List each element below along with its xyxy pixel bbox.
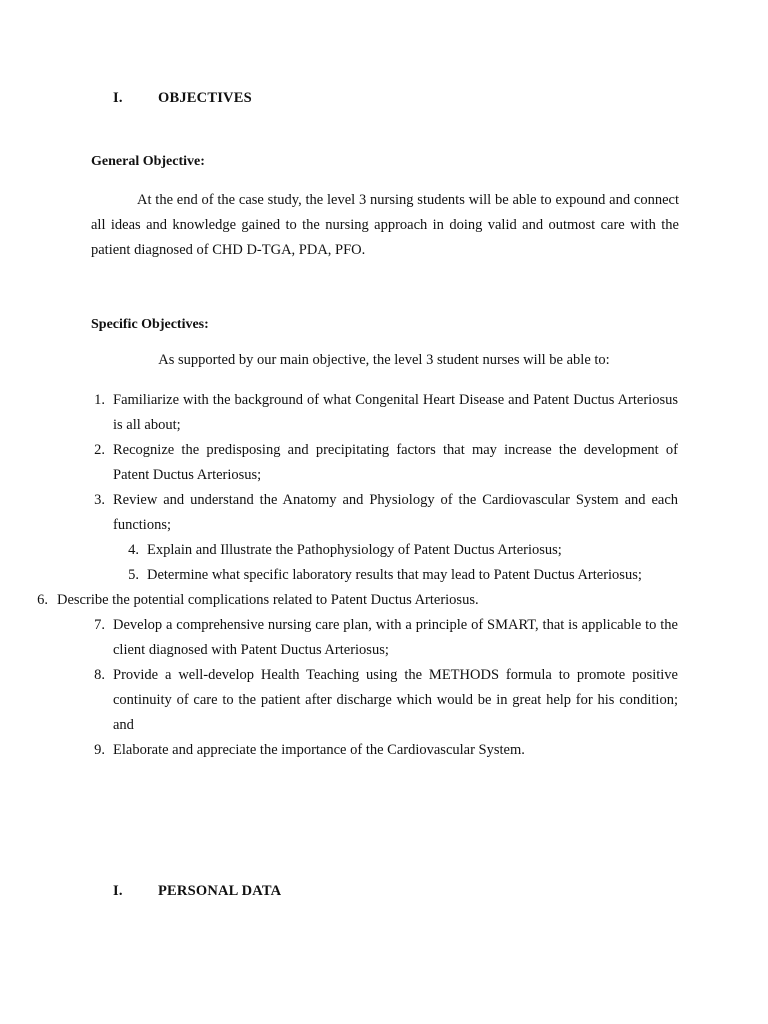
objectives-heading (113, 90, 413, 110)
list-item-text: Review and understand the Anatomy and Physiology of the Cardiovascular System and each functions; (113, 492, 678, 533)
specific-objectives-heading: Specific Objectives: (91, 317, 209, 332)
list-item-number: 4. (128, 542, 139, 558)
general-objective-paragraph: At the end of the case study, the level 3 nursing students will be able to expound and connect all ideas and knowledge gained to the nursing approach in doing valid and outmost care with the patient diagnosed of CHD D-TGA, PDA, PFO. (91, 192, 679, 258)
general-objective-heading: General Objective: (91, 154, 205, 169)
personal-data-section-title: PERSONAL DATA (158, 883, 282, 899)
list-item-text: Elaborate and appreciate the importance of the Cardiovascular System. (113, 742, 525, 758)
list-item-number: 9. (94, 742, 105, 758)
list-item-number: 1. (94, 392, 105, 408)
list-item-number: 2. (94, 442, 105, 458)
objectives-section-title: OBJECTIVES (158, 90, 252, 106)
list-item-text: Provide a well-develop Health Teaching using the METHODS formula to promote positive continuity of care to the patient after discharge which would be in great help for his condition; and (113, 667, 678, 733)
list-item-number: 8. (94, 667, 105, 683)
list-item-text: Familiarize with the background of what Congenital Heart Disease and Patent Ductus Arteriosus is all about; (113, 392, 678, 433)
personal-data-section-number: I. (113, 883, 123, 899)
list-item-text: Recognize the predisposing and precipitating factors that may increase the development of Patent Ductus Arteriosus; (113, 442, 678, 483)
list-item-number: 3. (94, 492, 105, 508)
personal-data-heading (113, 883, 413, 903)
list-item-number: 5. (128, 567, 139, 583)
objectives-section-number: I. (113, 90, 123, 106)
list-item-text: Determine what specific laboratory results that may lead to Patent Ductus Arteriosus; (147, 567, 642, 583)
list-item-number: 7. (94, 617, 105, 633)
list-item-number: 6. (37, 592, 48, 608)
specific-objectives-intro: As supported by our main objective, the level 3 student nurses will be able to: (158, 352, 610, 368)
list-item-text: Explain and Illustrate the Pathophysiology of Patent Ductus Arteriosus; (147, 542, 562, 558)
list-item-text: Develop a comprehensive nursing care plan, with a principle of SMART, that is applicable to the client diagnosed with Patent Ductus Arteriosus; (113, 617, 678, 658)
list-item-text: Describe the potential complications related to Patent Ductus Arteriosus. (57, 592, 479, 608)
